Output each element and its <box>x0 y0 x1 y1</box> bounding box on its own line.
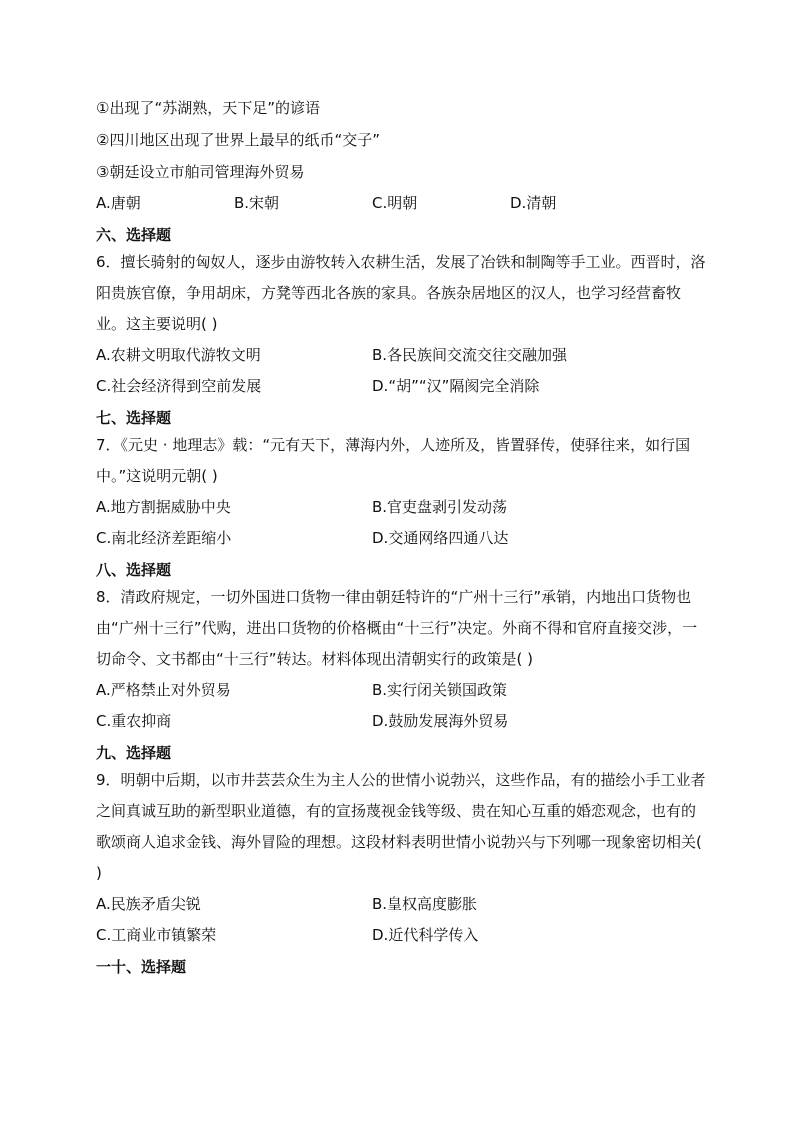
section-heading: 一十、选择题 <box>96 958 187 976</box>
option-c[interactable]: C.社会经济得到空前发展 <box>96 377 262 395</box>
options-row <box>96 523 706 554</box>
question-6-block <box>96 223 706 402</box>
option-d[interactable]: D.清朝 <box>510 194 557 212</box>
option-a[interactable]: A.严格禁止对外贸易 <box>96 681 231 699</box>
options-row <box>96 675 706 706</box>
document-page <box>96 92 706 979</box>
statement-1: ①出现了“苏湖熟，天下足”的谚语 <box>96 99 320 117</box>
option-d[interactable]: D.鼓励发展海外贸易 <box>372 712 509 730</box>
option-b[interactable]: B.官吏盘剥引发动荡 <box>372 498 508 516</box>
question-text: 7．《元史 · 地理志》载：“元有天下，薄海内外，人迹所及，皆置驿传，使驿往来，如行国中。”这说明元朝( ) <box>96 436 691 485</box>
option-b[interactable]: B.各民族间交流交往交融加强 <box>372 346 568 364</box>
option-c[interactable]: C.明朝 <box>372 194 418 212</box>
option-d[interactable]: D.近代科学传入 <box>372 926 479 944</box>
option-a[interactable]: A.民族矛盾尖锐 <box>96 895 201 913</box>
section-heading: 八、选择题 <box>96 561 172 579</box>
option-c[interactable]: C.工商业市镇繁荣 <box>96 926 217 944</box>
statement-3: ③朝廷设立市舶司管理海外贸易 <box>96 163 305 181</box>
section-heading: 六、选择题 <box>96 226 172 244</box>
option-d[interactable]: D.交通网络四通八达 <box>372 529 509 547</box>
options-row <box>96 920 706 951</box>
question-text: 8．清政府规定，一切外国进口货物一律由朝廷特许的“广州十三行”承销，内地出口货物也由“广州十三行”代购，进出口货物的价格概由“十三行”决定。外商不得和官府直接交涉，一切命令、文书都由“十三行”转达。材料体现出清朝实行的政策是( ) <box>96 588 698 668</box>
options-row <box>96 706 706 737</box>
option-a[interactable]: A.唐朝 <box>96 194 141 212</box>
option-b[interactable]: B.实行闭关锁国政策 <box>372 681 508 699</box>
section-heading: 九、选择题 <box>96 744 172 762</box>
options-row <box>96 371 706 402</box>
question-10-block <box>96 955 706 979</box>
options-row <box>96 188 706 219</box>
question-text: 9．明朝中后期，以市井芸芸众生为主人公的世情小说勃兴，这些作品，有的描绘小手工业者之间真诚互助的新型职业道德，有的宣扬蔑视金钱等级、贵在知心互重的婚恋观念，也有的歌颂商人追求金钱、海外冒险的理想。这段材料表明世情小说勃兴与下列哪一现象密切相关( ) <box>96 771 706 882</box>
options-row <box>96 340 706 371</box>
question-text: 6．擅长骑射的匈奴人，逐步由游牧转入农耕生活，发展了冶铁和制陶等手工业。西晋时，洛阳贵族官僚，争用胡床，方凳等西北各族的家具。各族杂居地区的汉人，也学习经营畜牧业。这主要说明( ) <box>96 253 706 333</box>
question-8-block <box>96 558 706 737</box>
option-c[interactable]: C.南北经济差距缩小 <box>96 529 232 547</box>
question-7-block <box>96 406 706 554</box>
options-row <box>96 889 706 920</box>
option-a[interactable]: A.农耕文明取代游牧文明 <box>96 346 261 364</box>
option-b[interactable]: B.皇权高度膨胀 <box>372 895 478 913</box>
options-row <box>96 492 706 523</box>
option-d[interactable]: D.“胡”“汉”隔阂完全消除 <box>372 377 540 395</box>
option-c[interactable]: C.重农抑商 <box>96 712 172 730</box>
section-heading: 七、选择题 <box>96 409 172 427</box>
option-b[interactable]: B.宋朝 <box>234 194 280 212</box>
question-5-block <box>96 92 706 219</box>
statement-2: ②四川地区出现了世界上最早的纸币“交子” <box>96 131 380 149</box>
question-9-block <box>96 741 706 951</box>
option-a[interactable]: A.地方割据威胁中央 <box>96 498 231 516</box>
